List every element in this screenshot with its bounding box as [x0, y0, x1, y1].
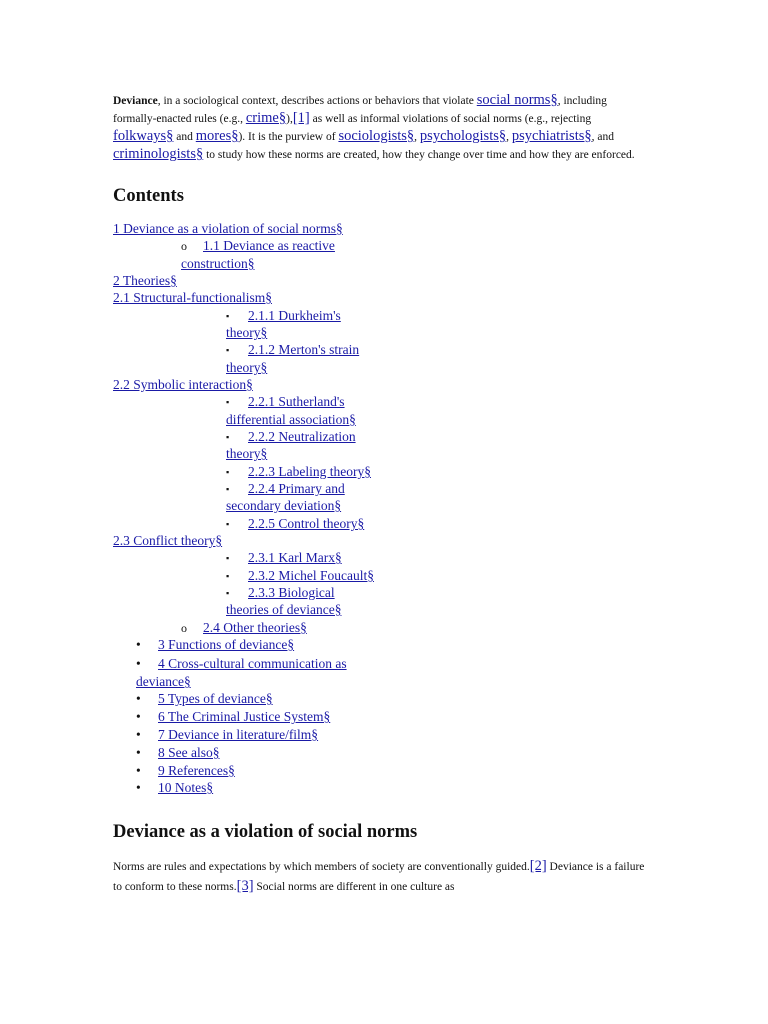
toc-2-2-4-cont[interactable]: secondary deviation§ — [226, 498, 342, 513]
square-bullet-icon: ▪ — [226, 553, 230, 563]
circle-bullet-icon: o — [181, 239, 187, 253]
toc-2-3-3-cont[interactable]: theories of deviance§ — [226, 602, 342, 617]
toc-2-2-5[interactable]: ▪ 2.2.5 Control theory§ — [226, 515, 364, 533]
toc-2-3-1[interactable]: ▪ 2.3.1 Karl Marx§ — [226, 549, 342, 567]
section-paragraph: Norms are rules and expectations by which members of society are conventionally guided.[2] Deviance is a failure to conform to these norms.[3] Social norms are different in one culture as — [113, 858, 645, 894]
disc-bullet-icon: • — [136, 637, 141, 652]
square-bullet-icon: ▪ — [226, 397, 230, 407]
toc-4-cont[interactable]: deviance§ — [136, 674, 191, 689]
disc-bullet-icon: • — [136, 727, 141, 742]
toc-1-1-cont[interactable]: construction§ — [181, 256, 255, 271]
square-bullet-icon: ▪ — [226, 432, 230, 442]
section-heading: Deviance as a violation of social norms — [113, 822, 418, 842]
toc-2-1-1[interactable]: ▪ 2.1.1 Durkheim's — [226, 307, 341, 325]
ref-1[interactable]: [1] — [292, 110, 310, 126]
toc-1[interactable]: 1 Deviance as a violation of social norms§ — [113, 221, 343, 236]
toc-2-3-2[interactable]: ▪ 2.3.2 Michel Foucault§ — [226, 567, 374, 585]
disc-bullet-icon: • — [136, 745, 141, 760]
ref-3[interactable]: [3] — [236, 878, 254, 894]
toc-2-2[interactable]: 2.2 Symbolic interaction§ — [113, 377, 253, 392]
toc-6[interactable]: • 6 The Criminal Justice System§ — [136, 709, 331, 724]
toc-2-2-3[interactable]: ▪ 2.2.3 Labeling theory§ — [226, 463, 371, 481]
toc-2-2-2-cont[interactable]: theory§ — [226, 446, 268, 461]
disc-bullet-icon: • — [136, 763, 141, 778]
toc-2-2-2[interactable]: ▪ 2.2.2 Neutralization — [226, 428, 356, 446]
term-deviance: Deviance — [113, 95, 158, 107]
link-crime[interactable]: crime§ — [245, 110, 287, 126]
disc-bullet-icon: • — [136, 780, 141, 795]
toc-3[interactable]: • 3 Functions of deviance§ — [136, 637, 295, 652]
disc-bullet-icon: • — [136, 691, 141, 706]
link-mores[interactable]: mores§ — [195, 128, 239, 144]
disc-bullet-icon: • — [136, 709, 141, 724]
toc-2-3[interactable]: 2.3 Conflict theory§ — [113, 533, 223, 548]
square-bullet-icon: ▪ — [226, 484, 230, 494]
toc-2-3-3[interactable]: ▪ 2.3.3 Biological — [226, 584, 335, 602]
toc-1-1[interactable]: o 1.1 Deviance as reactive — [181, 237, 335, 255]
circle-bullet-icon: o — [181, 621, 187, 635]
toc-9[interactable]: • 9 References§ — [136, 763, 235, 778]
contents-heading: Contents — [113, 186, 184, 206]
square-bullet-icon: ▪ — [226, 519, 230, 529]
square-bullet-icon: ▪ — [226, 311, 230, 321]
square-bullet-icon: ▪ — [226, 588, 230, 598]
ref-2[interactable]: [2] — [529, 858, 547, 874]
toc-2-2-1[interactable]: ▪ 2.2.1 Sutherland's — [226, 393, 345, 411]
toc-7[interactable]: • 7 Deviance in literature/film§ — [136, 727, 319, 742]
intro-paragraph: Deviance, in a sociological context, describes actions or behaviors that violate social norms§, including formally-enacted rules (e.g., crime§),[1] as well as informal violations of social norms (e.g., rejecting folkways§ and mores§). It is the purview of sociologists§, psychologists§, psychiatrists§, and criminologists§ to study how these norms are created, how they change over time and how they are enforced. — [113, 92, 635, 162]
toc-2-1[interactable]: 2.1 Structural-functionalism§ — [113, 290, 272, 305]
link-sociologists[interactable]: sociologists§ — [338, 128, 415, 144]
square-bullet-icon: ▪ — [226, 467, 230, 477]
link-psychiatrists[interactable]: psychiatrists§ — [511, 128, 592, 144]
toc-2-4[interactable]: o 2.4 Other theories§ — [181, 619, 307, 637]
link-folkways[interactable]: folkways§ — [113, 128, 174, 144]
toc-2-2-1-cont[interactable]: differential association§ — [226, 412, 356, 427]
toc-2-1-2[interactable]: ▪ 2.1.2 Merton's strain — [226, 341, 359, 359]
toc-10[interactable]: • 10 Notes§ — [136, 780, 214, 795]
toc-8[interactable]: • 8 See also§ — [136, 745, 220, 760]
square-bullet-icon: ▪ — [226, 571, 230, 581]
toc-2-1-1-cont[interactable]: theory§ — [226, 325, 268, 340]
disc-bullet-icon: • — [136, 656, 141, 671]
link-social-norms[interactable]: social norms§ — [476, 92, 558, 108]
toc-5[interactable]: • 5 Types of deviance§ — [136, 691, 273, 706]
toc-2[interactable]: 2 Theories§ — [113, 273, 177, 288]
toc-4[interactable]: • 4 Cross-cultural communication as — [136, 656, 347, 671]
link-psychologists[interactable]: psychologists§ — [419, 128, 507, 144]
link-criminologists[interactable]: criminologists§ — [113, 146, 204, 162]
toc-2-2-4[interactable]: ▪ 2.2.4 Primary and — [226, 480, 345, 498]
toc-2-1-2-cont[interactable]: theory§ — [226, 360, 268, 375]
square-bullet-icon: ▪ — [226, 345, 230, 355]
